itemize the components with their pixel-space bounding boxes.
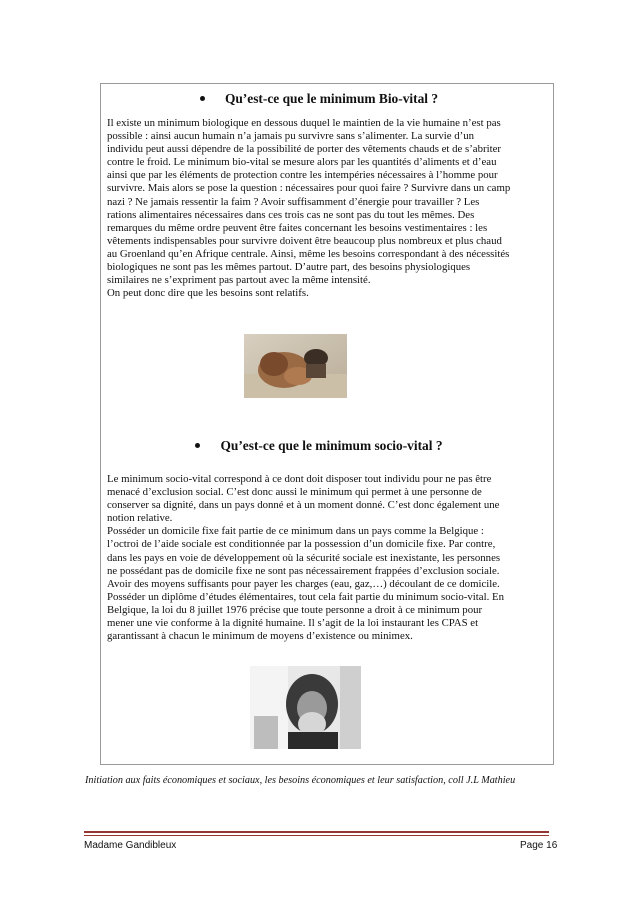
text-line: Posséder un diplôme d’études élémentaires, tout cela fait partie du minimum socio-vital. En [107,590,504,603]
text-line: Posséder un domicile fixe fait partie de ce minimum dans un pays comme la Belgique : [107,525,484,538]
section2-heading-text: Qu’est-ce que le minimum socio-vital ? [220,438,443,453]
homeless-man-photo [250,666,361,749]
text-line: rations alimentaires nécessaires dans ces trois cas ne sont pas du tout les mêmes. Des [107,208,475,221]
text-line: possible : ainsi aucun humain n’a jamais pu survivre sans s’alimenter. La survie d’un [107,130,475,143]
text-line: Le minimum socio-vital correspond à ce dont doit disposer tout individu pour ne pas être [107,473,492,485]
text-line: mener une vie conforme à la dignité humaine. Il s’agit de la loi instaurant les CPAS et [107,617,479,630]
bullet-icon [200,96,205,101]
source-caption: Initiation aux faits économiques et sociaux, les besoins économiques et leur satisfaction, coll J.L Mathieu [85,775,516,786]
footer-rule [84,831,549,833]
text-line: garantissant à chacun le minimum de moyens d’existence ou minimex. [107,630,413,643]
footer-rule-thin [84,835,549,836]
text-line: Belgique, la loi du 8 juillet 1976 précise que toute personne a droit à ce minimum pour [107,603,483,616]
text-line: Avoir des moyens suffisants pour payer les charges (eau, gaz,…) découlant de ce domicile. [107,577,500,590]
text-line: contre le froid. Le minimum bio-vital se mesure alors par les quantités d’aliments et d’eau [107,156,497,169]
starving-child-photo [244,334,347,398]
text-line: conserver sa dignité, dans un pays donné et à un moment donné. C’est donc également une [107,499,500,512]
section1-heading [0,91,638,107]
text-line: Il existe un minimum biologique en dessous duquel le maintien de la vie humaine n’est pas [107,117,501,129]
text-line: ainsi que par les éléments de protection contre les intempéries nécessaires à l’homme pour [107,169,498,182]
text-line: l’octroi de l’aide sociale est conditionnée par la possession d’un domicile fixe. Par contre, [107,538,496,551]
text-line: biologiques ne sont pas les mêmes partout. D’autre part, des besoins physiologiques [107,261,471,274]
section1-heading-text: Qu’est-ce que le minimum Bio-vital ? [224,91,439,106]
text-line: individu peut aussi dépendre de la possibilité de porter des vêtements chauds et de s’abriter [107,143,501,156]
text-line: nazi ? Ne jamais ressentir la faim ? Avoir suffisamment d’énergie pour travailler ? Les [107,195,480,208]
text-line: ne possédant pas de domicile fixe ne sont pas nécessairement frappées d’exclusion sociale. [107,564,500,577]
text-line: au Groenland qu’en Afrique centrale. Ainsi, même les besoins correspondant à des nécessités [107,247,510,260]
section1-paragraph [107,117,547,300]
text-line: vêtements indispensables pour survivre doivent être beaucoup plus nombreux et plus chaud [107,234,502,247]
text-line: similaires ne s’expriment pas partout avec la même intensité. [107,274,371,287]
section2-paragraph [107,473,547,643]
text-line: remarques du même ordre peuvent être faites concernant les besoins vestimentaires : les [107,221,488,234]
text-line: dans les pays en voie de développement où la sécurité sociale est inexistante, les personnes [107,551,501,564]
text-line: notion relative. [107,512,173,525]
section2-heading [0,438,638,454]
bullet-icon [195,443,200,448]
text-line: survivre. Mais alors se pose la question : nécessaires pour quoi faire ? Survivre dans un camp [107,182,511,195]
text-line: On peut donc dire que les besoins sont relatifs. [107,287,309,300]
text-line: menacé d’exclusion social. C’est donc aussi le minimum qui permet à une personne de [107,486,482,499]
footer-author: Madame Gandibleux [84,840,177,851]
page-number: Page 16 [520,840,558,851]
